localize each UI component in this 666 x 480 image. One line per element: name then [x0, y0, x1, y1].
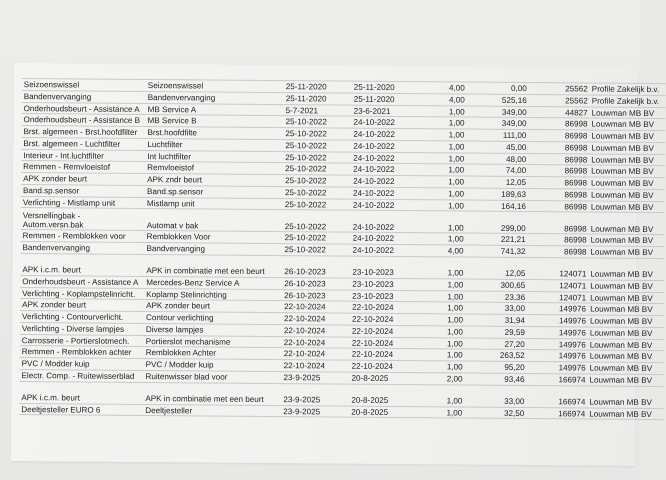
work-date: 20-8-2025: [349, 384, 427, 407]
invoice-date: 22-10-2024: [282, 336, 350, 348]
service-description: Remvloeistof: [145, 162, 283, 175]
service-description: Bandvervanging: [145, 243, 283, 256]
work-date: 20-8-2025: [349, 406, 427, 418]
amount: 27,20: [465, 338, 527, 350]
supplier: Louwman MB BV: [587, 386, 663, 409]
service-description: MB Service A: [146, 103, 284, 116]
quantity: 4,00: [430, 94, 467, 106]
mileage: 124071: [527, 279, 588, 291]
quantity: 1,00: [427, 384, 464, 406]
service-category: Brst. algemeen - Luchtfilter: [21, 137, 145, 150]
amount: 45,00: [466, 141, 528, 153]
supplier: Louwman MB BV: [587, 408, 663, 420]
service-category: Verlichting - Diverse lampjes: [20, 322, 144, 335]
work-date: 23-6-2021: [352, 105, 430, 117]
invoice-date: 25-11-2020: [284, 92, 352, 104]
work-date: 24-10-2022: [351, 152, 429, 164]
service-category: Deeltjesteller EURO 6: [19, 403, 143, 416]
service-description: Ruitenwisser blad voor: [143, 370, 281, 383]
mileage: 86998: [528, 141, 589, 153]
mileage: 124071: [527, 257, 588, 279]
amount: 164,16: [466, 200, 528, 212]
supplier: Louwman MB BV: [589, 142, 665, 154]
amount: 349,00: [466, 117, 528, 129]
supplier: Louwman MB BV: [588, 350, 664, 362]
service-category: Remmen - Remblokken achter: [20, 346, 144, 359]
maintenance-history-table: [19, 78, 666, 420]
service-description: APK zonder beurt: [144, 300, 282, 313]
service-description: Diverse lampjes: [144, 323, 282, 336]
quantity: 1,00: [429, 233, 466, 245]
amount: 299,00: [466, 211, 528, 233]
invoice-date: 25-10-2022: [284, 116, 352, 128]
work-date: 24-10-2022: [351, 210, 429, 233]
work-date: 22-10-2024: [350, 325, 428, 337]
amount: 189,63: [466, 188, 528, 200]
work-date: 25-11-2020: [352, 93, 430, 105]
quantity: 1,00: [429, 117, 466, 129]
supplier: Louwman MB BV: [588, 327, 664, 339]
amount: 12,05: [465, 257, 527, 279]
quantity: 1,00: [428, 290, 465, 302]
invoice-date: 25-10-2022: [283, 175, 351, 187]
quantity: 1,00: [428, 326, 465, 338]
quantity: 1,00: [428, 257, 465, 279]
work-date: 23-10-2023: [350, 256, 428, 279]
amount: 95,20: [465, 361, 527, 373]
amount: 263,52: [465, 349, 527, 361]
amount: 93,46: [464, 373, 526, 385]
service-description: Mercedes-Benz Service A: [144, 276, 282, 289]
mileage: 86998: [528, 234, 589, 246]
mileage: 86998: [528, 118, 589, 130]
service-description: Portierslot mechanisme: [144, 335, 282, 348]
work-date: 23-10-2023: [350, 278, 428, 290]
quantity: 1,00: [429, 211, 466, 233]
amount: 741,32: [465, 245, 527, 257]
service-description: Band.sp.sensor: [145, 185, 283, 198]
service-category: Carrosserie - Portierslotmech.: [20, 334, 144, 347]
supplier: Louwman MB BV: [588, 280, 664, 292]
service-description: PVC / Modder kuip: [144, 359, 282, 372]
work-date: 24-10-2022: [351, 187, 429, 199]
service-description: Int luchtfilter: [145, 150, 283, 163]
amount: 0,00: [467, 82, 529, 94]
service-category: Verlichting - Mistlamp unit: [21, 196, 145, 209]
supplier: Louwman MB BV: [588, 362, 664, 374]
supplier: Louwman MB BV: [588, 292, 664, 304]
invoice-date: 25-10-2022: [283, 128, 351, 140]
service-description: Contour verlichting: [144, 312, 282, 325]
invoice-date: 5-7-2021: [284, 104, 352, 116]
quantity: 1,00: [427, 406, 464, 418]
supplier: Louwman MB BV: [589, 154, 665, 166]
quantity: 1,00: [429, 176, 466, 188]
invoice-date: 22-10-2024: [282, 313, 350, 325]
invoice-date: 23-9-2025: [281, 383, 349, 406]
amount: 29,59: [465, 326, 527, 338]
mileage: 44827: [529, 106, 590, 118]
invoice-date: 25-11-2020: [284, 81, 352, 93]
supplier: Louwman MB BV: [589, 118, 665, 130]
quantity: 1,00: [429, 152, 466, 164]
service-category: Seizoenswissel: [22, 79, 146, 92]
quantity: 1,00: [430, 105, 467, 117]
supplier: Louwman MB BV: [589, 212, 665, 235]
service-category: Bandenvervanging: [22, 90, 146, 103]
supplier: Louwman MB BV: [587, 374, 663, 386]
service-description: Remblokken Achter: [144, 347, 282, 360]
service-description: Brst.hoofdfilte: [145, 127, 283, 140]
supplier: Louwman MB BV: [588, 258, 664, 281]
invoice-date: 26-10-2023: [282, 289, 350, 301]
mileage: 86998: [527, 246, 588, 258]
supplier: Profile Zakelijk b.v.: [590, 83, 666, 95]
quantity: 2,00: [427, 373, 464, 385]
invoice-date: 25-10-2022: [283, 232, 351, 244]
quantity: 1,00: [428, 349, 465, 361]
invoice-date: 23-9-2025: [281, 371, 349, 383]
mileage: 86998: [528, 165, 589, 177]
invoice-date: 22-10-2024: [282, 360, 350, 372]
service-category: Electr. Comp. - Ruitewisserblad: [20, 369, 144, 382]
mileage: 124071: [527, 291, 588, 303]
work-date: 22-10-2024: [350, 337, 428, 349]
service-description: Remblokken Voor: [145, 231, 283, 244]
work-date: 24-10-2022: [351, 232, 429, 244]
invoice-date: 22-10-2024: [282, 348, 350, 360]
mileage: 86998: [528, 200, 589, 212]
supplier: Louwman MB BV: [588, 315, 664, 327]
work-date: 23-10-2023: [350, 290, 428, 302]
service-category: Band.sp.sensor: [21, 184, 145, 197]
mileage: 149976: [527, 362, 588, 374]
supplier: Louwman MB BV: [589, 234, 665, 246]
mileage: 166974: [526, 373, 587, 385]
quantity: 4,00: [428, 245, 465, 257]
mileage: 149976: [527, 303, 588, 315]
service-category: Verlichting - Contourverlicht.: [20, 311, 144, 324]
amount: 12,05: [466, 176, 528, 188]
amount: 349,00: [467, 106, 529, 118]
invoice-date: 22-10-2024: [282, 324, 350, 336]
invoice-date: 26-10-2023: [282, 277, 350, 289]
service-category: Versnellingbak - Autom.versn.bak: [21, 208, 145, 231]
work-date: 24-10-2022: [351, 140, 429, 152]
service-category: Onderhoudsbeurt - Assistance A: [22, 102, 146, 115]
quantity: 1,00: [428, 337, 465, 349]
table-body: [19, 79, 666, 420]
service-category: Onderhoudsbeurt - Assistance B: [22, 114, 146, 127]
service-category: Bandenvervanging: [21, 242, 145, 255]
supplier: Louwman MB BV: [588, 339, 664, 351]
service-description: Deeltjesteller: [143, 404, 281, 417]
service-description: APK in combinatie met een beurt: [143, 382, 281, 405]
service-category: APK zonder beurt: [21, 173, 145, 186]
mileage: 166974: [526, 407, 587, 419]
invoice-date: 25-10-2022: [282, 244, 350, 256]
service-category: Remmen - Remvloeistof: [21, 161, 145, 174]
mileage: 166974: [526, 385, 587, 407]
quantity: 1,00: [428, 279, 465, 291]
amount: 33,00: [464, 385, 526, 407]
service-description: Mistlamp unit: [145, 197, 283, 210]
service-category: Verlichting - Koplampstelinricht.: [20, 287, 144, 300]
mileage: 86998: [528, 153, 589, 165]
printed-document: [11, 63, 660, 466]
work-date: 24-10-2022: [351, 163, 429, 175]
amount: 48,00: [466, 153, 528, 165]
mileage: 86998: [528, 130, 589, 142]
supplier: Louwman MB BV: [589, 177, 665, 189]
amount: 221,21: [466, 233, 528, 245]
work-date: 24-10-2022: [351, 116, 429, 128]
amount: 23,36: [465, 291, 527, 303]
quantity: 1,00: [429, 164, 466, 176]
quantity: 1,00: [429, 188, 466, 200]
invoice-date: 25-10-2022: [283, 210, 351, 233]
supplier: Louwman MB BV: [589, 189, 665, 201]
work-date: 24-10-2022: [351, 175, 429, 187]
work-date: 20-8-2025: [349, 372, 427, 384]
service-category: APK zonder beurt: [20, 299, 144, 312]
service-description: MB Service B: [146, 115, 284, 128]
work-date: 24-10-2022: [351, 128, 429, 140]
work-date: 22-10-2024: [350, 313, 428, 325]
service-description: APK in combinatie met een beurt: [144, 254, 282, 277]
invoice-date: 25-10-2022: [283, 186, 351, 198]
mileage: 25562: [529, 83, 590, 95]
invoice-date: 25-10-2022: [283, 151, 351, 163]
supplier: Louwman MB BV: [589, 130, 665, 142]
supplier: Louwman MB BV: [590, 107, 666, 119]
quantity: 1,00: [428, 361, 465, 373]
service-category: Brst. algemeen - Brst.hoofdfilter: [21, 126, 145, 139]
service-description: Luchtfilter: [145, 138, 283, 151]
quantity: 1,00: [428, 302, 465, 314]
mileage: 149976: [527, 338, 588, 350]
quantity: 1,00: [429, 199, 466, 211]
mileage: 25562: [529, 94, 590, 106]
supplier: Louwman MB BV: [589, 165, 665, 177]
quantity: 4,00: [430, 82, 467, 94]
service-category: PVC / Modder kuip: [20, 358, 144, 371]
work-date: 22-10-2024: [350, 301, 428, 313]
supplier: Louwman MB BV: [588, 303, 664, 315]
invoice-date: 22-10-2024: [282, 301, 350, 313]
work-date: 22-10-2024: [350, 360, 428, 372]
mileage: 86998: [528, 212, 589, 234]
invoice-date: 25-10-2022: [283, 139, 351, 151]
service-description: Bandenvervanging: [146, 91, 284, 104]
service-description: Automat v bak: [145, 209, 283, 232]
supplier: Profile Zakelijk b.v.: [590, 95, 666, 107]
service-description: APK zndr beurt: [145, 174, 283, 187]
quantity: 1,00: [429, 141, 466, 153]
service-category: APK i.c.m. beurt: [19, 381, 143, 404]
amount: 31,94: [465, 314, 527, 326]
supplier: Louwman MB BV: [589, 201, 665, 213]
work-date: 24-10-2022: [351, 199, 429, 211]
invoice-date: 23-9-2025: [281, 405, 349, 417]
amount: 300,65: [465, 279, 527, 291]
mileage: 149976: [527, 350, 588, 362]
amount: 32,50: [464, 407, 526, 419]
service-category: APK i.c.m. beurt: [20, 253, 144, 276]
amount: 74,00: [466, 164, 528, 176]
invoice-date: 25-10-2022: [283, 163, 351, 175]
mileage: 149976: [527, 315, 588, 327]
service-description: Koplamp Stelinrichting: [144, 288, 282, 301]
mileage: 86998: [528, 177, 589, 189]
mileage: 149976: [527, 326, 588, 338]
service-category: Remmen - Remblokken voor: [21, 230, 145, 243]
invoice-date: 25-10-2022: [283, 198, 351, 210]
amount: 525,16: [467, 94, 529, 106]
amount: 111,00: [466, 129, 528, 141]
supplier: Louwman MB BV: [588, 246, 664, 258]
work-date: 24-10-2022: [350, 244, 428, 256]
mileage: 86998: [528, 188, 589, 200]
work-date: 22-10-2024: [350, 348, 428, 360]
quantity: 1,00: [429, 129, 466, 141]
service-description: Seizoenswissel: [146, 80, 284, 93]
service-category: Onderhoudsbeurt - Assistance A: [20, 275, 144, 288]
work-date: 25-11-2020: [352, 81, 430, 93]
service-category: Interieur - Int.luchtfilter: [21, 149, 145, 162]
quantity: 1,00: [428, 314, 465, 326]
invoice-date: 26-10-2023: [282, 255, 350, 278]
amount: 33,00: [465, 302, 527, 314]
